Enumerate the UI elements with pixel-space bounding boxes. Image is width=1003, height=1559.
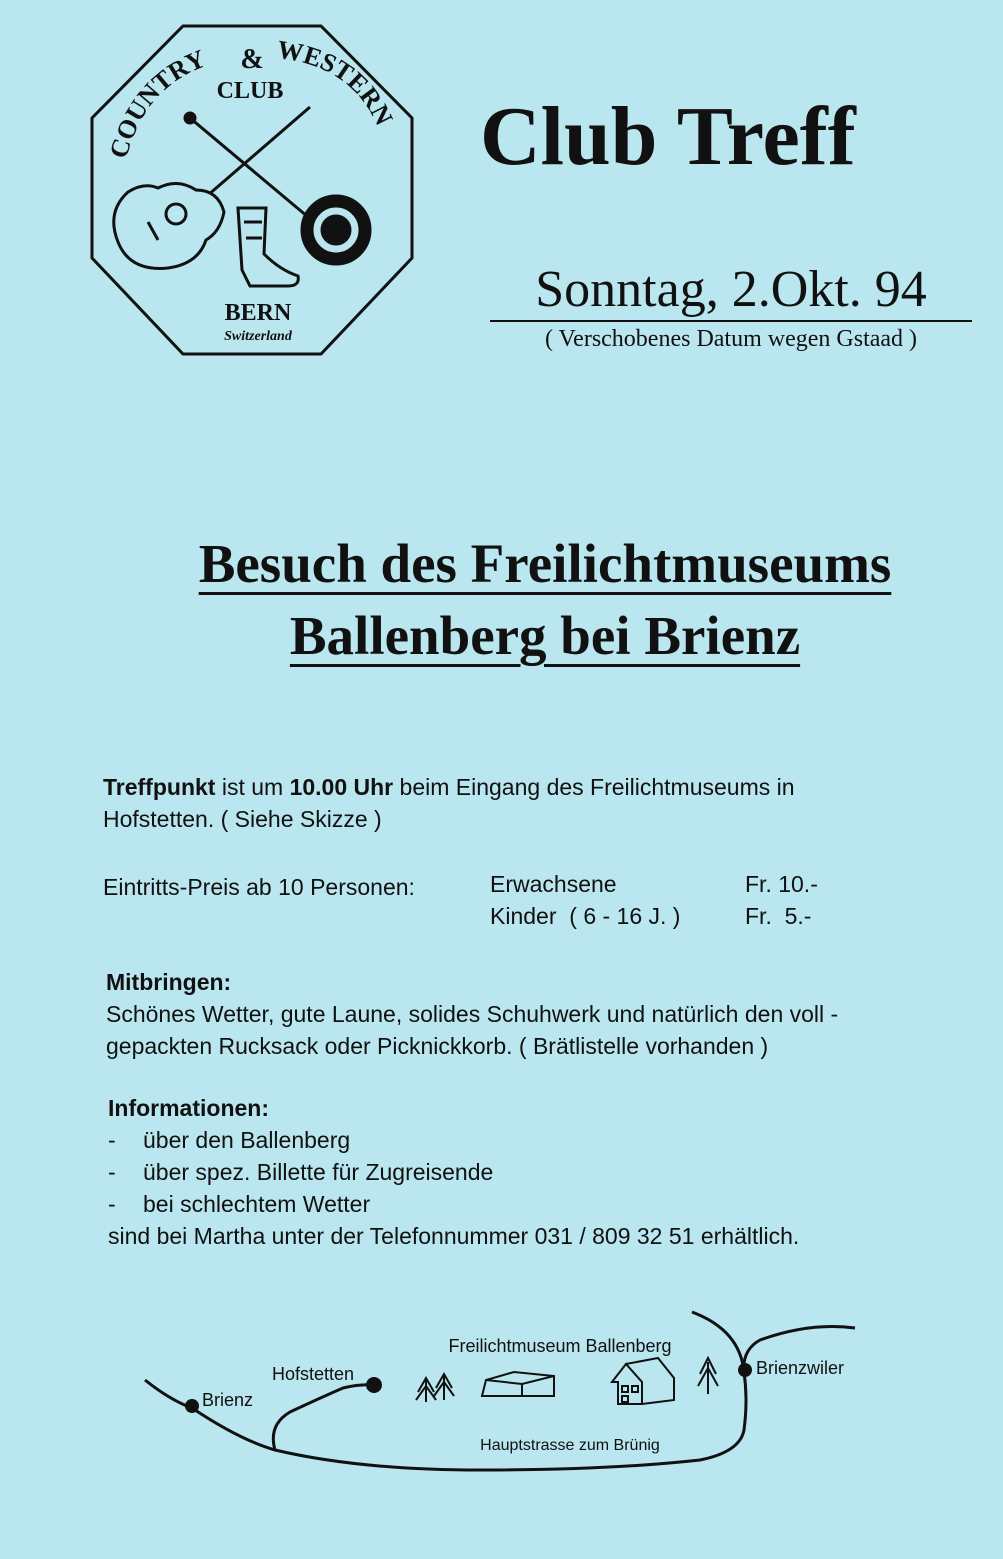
date-note: ( Verschobenes Datum wegen Gstaad )	[544, 326, 918, 352]
event-date: Sonntag, 2.Okt. 94	[490, 262, 972, 322]
headline-line-2: Ballenberg bei Brienz	[289, 605, 801, 666]
headline-line-1: Besuch des Freilichtmuseums	[198, 533, 892, 594]
info-heading: Informationen:	[108, 1095, 269, 1121]
list-item: - über den Ballenberg	[108, 1124, 799, 1156]
bring-section	[106, 966, 838, 1062]
tree-icon	[416, 1358, 718, 1402]
house-icon	[482, 1372, 554, 1396]
route-map	[130, 1300, 890, 1510]
price-value: Fr. 10.-	[745, 871, 818, 897]
logo-arc-right: WESTERN	[275, 34, 399, 130]
event-headline	[80, 528, 1003, 672]
price-category: Kinder ( 6 - 16 J. )	[490, 903, 681, 929]
brienzwiler-dot	[738, 1363, 752, 1377]
logo-club: CLUB	[216, 78, 284, 104]
bring-line-1: Schönes Wetter, gute Laune, solides Schuhwerk und natürlich den voll -	[106, 1001, 839, 1027]
price-row	[490, 900, 818, 932]
info-section	[108, 1092, 799, 1252]
guitar-icon	[114, 107, 310, 268]
logo-arc-left: COUNTRY	[103, 43, 210, 162]
list-item: - bei schlechtem Wetter	[108, 1188, 799, 1220]
price-label: Eintritts-Preis ab 10 Personen:	[103, 874, 415, 900]
map-label-brienzwiler: Brienzwiler	[756, 1358, 845, 1378]
list-item: - über spez. Billette für Zugreisende	[108, 1156, 799, 1188]
price-category: Erwachsene	[490, 871, 617, 897]
map-label-hofstetten: Hofstetten	[272, 1364, 355, 1384]
info-item: über spez. Billette für Zugreisende	[143, 1159, 494, 1185]
logo-country: Switzerland	[224, 329, 292, 344]
hofstetten-dot	[366, 1377, 382, 1393]
info-item: bei schlechtem Wetter	[143, 1191, 371, 1217]
price-table	[490, 868, 818, 932]
bring-line-2: gepackten Rucksack oder Picknickkorb. ( Brätlistelle vorhanden )	[106, 1033, 769, 1059]
map-label-museum: Freilichtmuseum Ballenberg	[448, 1336, 672, 1356]
price-row	[490, 868, 818, 900]
club-logo	[88, 22, 416, 362]
map-label-road: Hauptstrasse zum Brünig	[480, 1437, 660, 1454]
logo-city: BERN	[224, 300, 292, 326]
info-item: über den Ballenberg	[143, 1127, 351, 1153]
cowboy-boot-icon	[238, 208, 298, 286]
bring-heading: Mitbringen:	[106, 969, 232, 995]
map-label-brienz: Brienz	[202, 1390, 254, 1410]
date-block	[490, 262, 972, 353]
logo-ampersand: &	[240, 44, 264, 75]
price-value: Fr. 5.-	[745, 903, 812, 929]
meeting-label: Treffpunkt	[103, 774, 216, 800]
house-icon	[612, 1358, 674, 1404]
page-title: Club Treff	[480, 90, 856, 183]
meeting-line-2: Hofstetten. ( Siehe Skizze )	[103, 806, 382, 832]
meeting-text-2: beim Eingang des Freilichtmuseums in	[393, 774, 795, 800]
meeting-point	[103, 771, 795, 835]
meeting-text-1: ist um	[215, 774, 290, 800]
meeting-time: 10.00 Uhr	[289, 774, 394, 800]
info-footer: sind bei Martha unter der Telefonnummer 031 / 809 32 51 erhältlich.	[108, 1223, 800, 1249]
brienz-dot	[185, 1399, 199, 1413]
